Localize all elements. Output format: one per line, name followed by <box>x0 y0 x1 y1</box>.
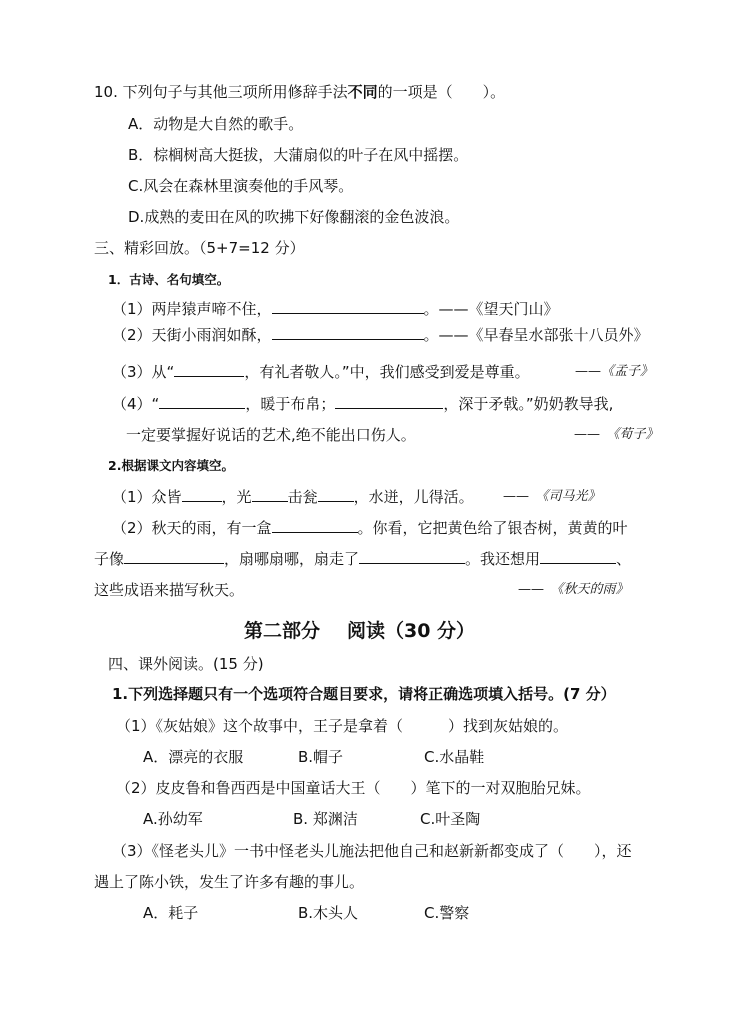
answer-blank[interactable] <box>124 549 224 564</box>
poem-line-4-text: （4）“ <box>112 395 160 413</box>
text-fill-2-line2 <box>94 549 631 569</box>
section3-sub1: 1．古诗、名句填空。 <box>108 272 230 287</box>
reading-q3-option-b: B.木头人 <box>298 904 359 922</box>
text-fill-2 <box>112 518 628 538</box>
text-fill-1-d: ，水迸，儿得活。 <box>353 488 474 506</box>
poem-line-4-tail: ，深于矛戟。”奶奶教导我, <box>443 395 614 413</box>
text-fill-1 <box>112 487 474 507</box>
answer-blank[interactable] <box>318 487 354 502</box>
poem-line-1 <box>112 299 559 319</box>
reading-q1-option-c: C.水晶鞋 <box>424 748 485 766</box>
answer-blank[interactable] <box>540 549 616 564</box>
text-fill-1-a: （1）众皆 <box>112 488 182 506</box>
poem-line-3 <box>112 362 530 382</box>
q10-stem <box>94 82 505 102</box>
text-fill-2-e: 。我还想用 <box>465 550 541 568</box>
section4-instruction: 1.下列选择题只有一个选项符合题目要求，请将正确选项填入括号。(7 分） <box>112 685 616 703</box>
poem-line-4-mid: ，暖于布帛； <box>245 395 336 413</box>
reading-q2-option-b: B. 郑渊洁 <box>293 810 358 828</box>
part2-title-b: 阅读（30 分） <box>347 620 476 642</box>
q10-stem-text: 10. 下列句子与其他三项所用修辞手法 <box>94 83 348 101</box>
answer-blank[interactable] <box>174 362 244 377</box>
reading-q3-option-a: A．耗子 <box>143 904 199 922</box>
poem-line-1-text: （1）两岸猿声啼不住， <box>112 300 272 318</box>
text-fill-2-f: 、 <box>616 550 632 568</box>
poem-line-2 <box>112 325 649 345</box>
q10-option-c: C.风会在森林里演奏他的手风琴。 <box>128 177 354 195</box>
reading-q1-option-a: A．漂亮的衣服 <box>143 748 244 766</box>
answer-blank[interactable] <box>182 487 222 502</box>
poem-line-4 <box>112 394 613 414</box>
reading-q1-option-b: B.帽子 <box>298 748 344 766</box>
q10-stem-emphasis: 不同 <box>347 83 378 101</box>
reading-q1-stem: （1）《灰姑娘》这个故事中，王子是拿着（ ）找到灰姑娘的。 <box>116 717 569 735</box>
text-fill-1-source: —— 《司马光》 <box>503 489 601 504</box>
poem-line-2-source: 。——《早春呈水部张十八员外》 <box>423 326 649 344</box>
text-fill-2-a: （2）秋天的雨，有一盒 <box>112 519 272 537</box>
answer-blank[interactable] <box>252 487 288 502</box>
poem-line-3-text: （3）从“ <box>112 363 175 381</box>
answer-blank[interactable] <box>272 325 424 340</box>
text-fill-2-c: 子像 <box>94 550 125 568</box>
text-fill-2-d: ，扇哪扇哪，扇走了 <box>224 550 360 568</box>
poem-line-4-continued: 一定要掌握好说话的艺术,绝不能出口伤人。 <box>126 426 416 444</box>
reading-q2-stem: （2）皮皮鲁和鲁西西是中国童话大王（ ）笔下的一对双胞胎兄妹。 <box>116 779 591 797</box>
poem-line-3-source: ——《孟子》 <box>575 364 654 379</box>
reading-q2-option-a: A.孙幼军 <box>143 810 203 828</box>
q10-option-d: D.成熟的麦田在风的吹拂下好像翻滚的金色波浪。 <box>128 208 460 226</box>
section4-heading: 四、课外阅读。(15 分) <box>108 655 264 673</box>
poem-line-4-source: —— 《荀子》 <box>574 427 659 442</box>
part2-title-a: 第二部分 <box>244 620 321 642</box>
section3-sub2: 2.根据课文内容填空。 <box>108 458 234 473</box>
q10-option-a: A．动物是大自然的歌手。 <box>128 115 304 133</box>
text-fill-1-b: ，光 <box>221 488 252 506</box>
poem-line-2-text: （2）天街小雨润如酥， <box>112 326 272 344</box>
reading-q3-stem-continued: 遇上了陈小铁，发生了许多有趣的事儿。 <box>94 873 365 891</box>
answer-blank[interactable] <box>272 518 358 533</box>
poem-line-3-tail: ，有礼者敬人。”中，我们感受到爱是尊重。 <box>244 363 530 381</box>
answer-blank[interactable] <box>359 549 465 564</box>
poem-line-1-source: 。——《望天门山》 <box>423 300 559 318</box>
text-fill-2-source: —— 《秋天的雨》 <box>518 582 629 597</box>
answer-blank[interactable] <box>159 394 245 409</box>
section3-heading: 三、精彩回放。（5+7=12 分） <box>94 239 305 257</box>
q10-stem-tail: 的一项是（ ）。 <box>377 83 506 101</box>
reading-q2-option-c: C.叶圣陶 <box>420 810 481 828</box>
answer-blank[interactable] <box>272 299 424 314</box>
text-fill-1-c: 击瓮 <box>287 488 318 506</box>
answer-blank[interactable] <box>335 394 443 409</box>
q10-option-b: B．棕榈树高大挺拔，大蒲扇似的叶子在风中摇摆。 <box>128 146 469 164</box>
text-fill-2-b: 。你看，它把黄色给了银杏树，黄黄的叶 <box>357 519 628 537</box>
text-fill-2-line3: 这些成语来描写秋天。 <box>94 581 245 599</box>
reading-q3-stem: （3）《怪老头儿》一书中怪老头儿施法把他自己和赵新新都变成了（ ），还 <box>112 842 632 860</box>
reading-q3-option-c: C.警察 <box>424 904 470 922</box>
